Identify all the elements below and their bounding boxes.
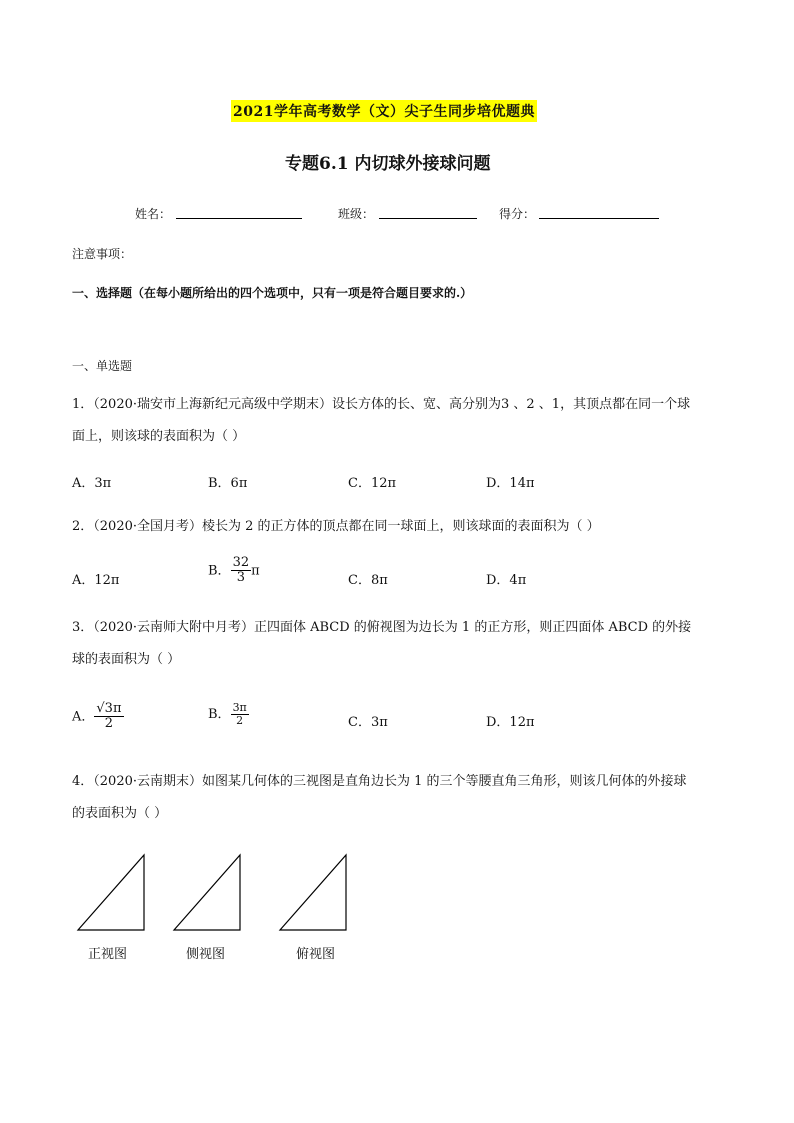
- front-view-label: 正视图: [88, 947, 128, 962]
- question-3: [72, 616, 691, 672]
- page-title: 专题6.1 内切球外接球问题: [285, 154, 491, 174]
- q1-option-d[interactable]: D．14π: [486, 476, 535, 491]
- class-label: 班级：: [338, 207, 375, 221]
- section-heading: 一、选择题（在每小题所给出的四个选项中，只有一项是符合题目要求的.）: [72, 286, 473, 300]
- q3-option-a-fraction: [94, 702, 123, 732]
- name-label: 姓名：: [135, 207, 172, 221]
- score-label: 得分：: [499, 207, 536, 221]
- q3-option-b-denominator: 2: [236, 714, 244, 728]
- q2-option-c[interactable]: C．8π: [348, 573, 388, 588]
- q3-option-b-numerator: 3π: [232, 701, 247, 714]
- q2-option-d[interactable]: D．4π: [486, 573, 527, 588]
- q1-option-a[interactable]: A．3π: [72, 476, 112, 491]
- side-view-label: 侧视图: [186, 947, 226, 962]
- question-4: [72, 770, 687, 826]
- front-view-triangle: [78, 855, 146, 931]
- q1-option-b[interactable]: B．6π: [208, 476, 248, 491]
- q3-option-b-prefix: B．: [208, 707, 231, 723]
- q3-option-a[interactable]: [72, 702, 124, 732]
- q2-option-b-prefix: B．: [208, 563, 231, 579]
- q2-option-b-suffix: π: [251, 563, 260, 579]
- top-view-label: 俯视图: [296, 947, 336, 962]
- q3-option-d[interactable]: D．12π: [486, 715, 535, 730]
- question-3-line-1: 3．（2020·云南师大附中月考）正四面体 ABCD 的俯视图为边长为 1 的正方形，则正四面体 ABCD 的外接: [72, 620, 692, 635]
- section-subheading: 一、单选题: [72, 359, 133, 373]
- q2-option-b-numerator: 32: [232, 555, 250, 570]
- question-2-line-1: 2．（2020·全国月考）棱长为 2 的正方体的顶点都在同一球面上，则该球面的表面积为（ ）: [72, 519, 600, 534]
- q2-option-b[interactable]: [208, 556, 260, 586]
- q2-option-b-denominator: 3: [236, 570, 245, 586]
- notice-label: 注意事项：: [72, 247, 133, 261]
- q2-option-b-fraction: [231, 556, 252, 586]
- q3-option-b-fraction: [231, 702, 249, 727]
- q1-option-c[interactable]: C．12π: [348, 476, 397, 491]
- class-field[interactable]: [379, 218, 477, 219]
- score-field[interactable]: [539, 218, 659, 219]
- q3-option-c[interactable]: C．3π: [348, 715, 388, 730]
- question-1: [72, 393, 690, 449]
- question-4-line-1: 4．（2020·云南期末）如图某几何体的三视图是直角边长为 1 的三个等腰直角三角形，则该几何体的外接球: [72, 774, 687, 789]
- name-field[interactable]: [176, 218, 302, 219]
- question-1-line-1: 1．（2020·瑞安市上海新纪元高级中学期末）设长方体的长、宽、高分别为3 、2 、1，其顶点都在同一个球: [72, 397, 691, 412]
- q3-option-a-numerator: √3π: [96, 701, 122, 716]
- side-view-triangle: [174, 855, 242, 931]
- question-1-line-2: 面上，则该球的表面积为（ ）: [72, 429, 246, 444]
- question-4-line-2: 的表面积为（ ）: [72, 806, 168, 821]
- question-3-line-2: 球的表面积为（ ）: [72, 652, 181, 667]
- q3-option-a-prefix: A．: [72, 709, 95, 725]
- top-view-triangle: [280, 855, 348, 931]
- q3-option-a-denominator: 2: [104, 716, 114, 732]
- q2-option-a[interactable]: A．12π: [72, 573, 120, 588]
- q3-option-b[interactable]: [208, 702, 249, 727]
- series-title: 2021学年高考数学（文）尖子生同步培优题典: [231, 100, 537, 122]
